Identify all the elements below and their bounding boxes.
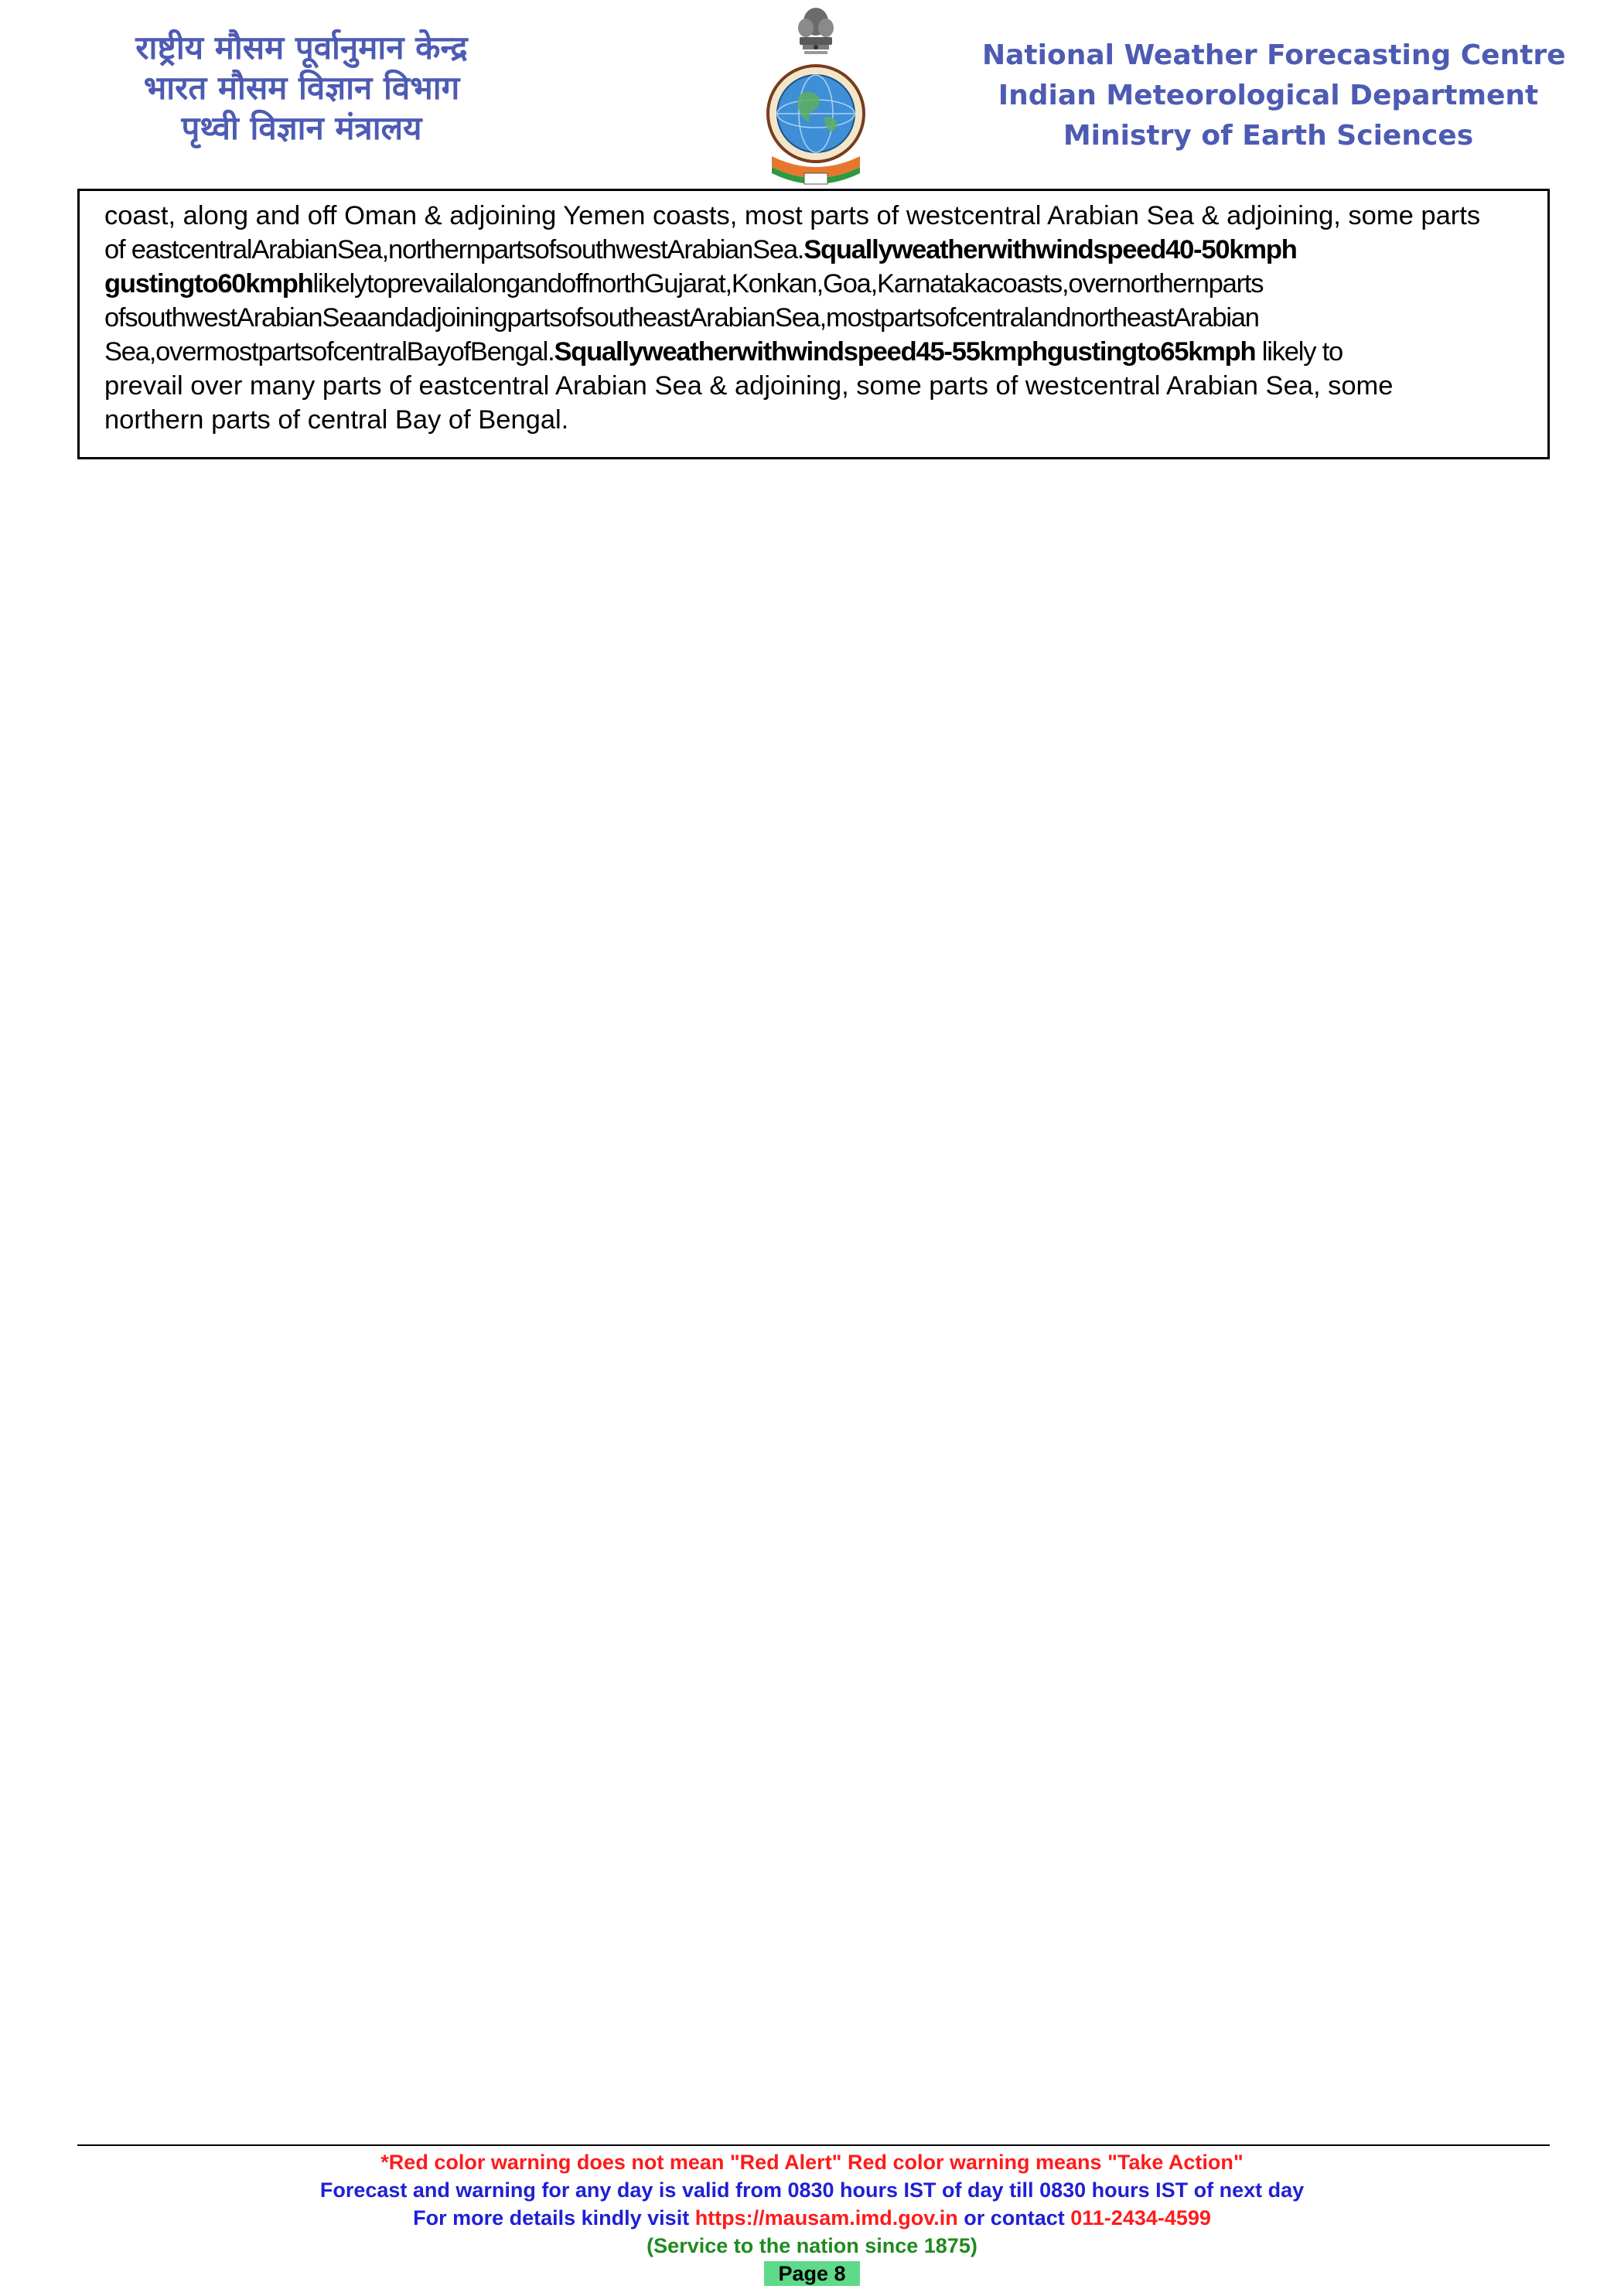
imd-emblem-icon	[758, 2, 874, 186]
hindi-line-1: राष्ट्रीय मौसम पूर्वानुमान केन्द्र	[135, 29, 468, 67]
contact-prefix: For more details kindly visit	[413, 2206, 695, 2229]
hindi-line-2: भारत मौसम विज्ञान विभाग	[143, 69, 460, 107]
page-number-badge: Page 8	[764, 2261, 859, 2286]
bulletin-text: of eastcentralArabianSea,northernpartsofsouthwestArabianSea.	[104, 235, 804, 264]
contact-middle: or contact	[957, 2206, 1071, 2229]
squally-warning-40-50: Squallyweatherwithwindspeed40-50kmph	[803, 235, 1297, 264]
english-line-3: Ministry of Earth Sciences	[1063, 120, 1474, 152]
bulletin-text: likely to	[1255, 337, 1343, 367]
globe-icon	[768, 66, 864, 162]
english-org-name	[982, 36, 1566, 156]
hindi-org-name	[85, 28, 518, 148]
contact-line	[0, 2204, 1624, 2232]
page-footer	[0, 2148, 1624, 2287]
bulletin-line	[104, 233, 1524, 267]
bulletin-text-box	[77, 189, 1550, 459]
footer-divider	[77, 2144, 1550, 2146]
squally-warning-gust-60: gustingto60kmph	[104, 269, 313, 299]
english-line-2: Indian Meteorological Department	[998, 80, 1539, 111]
bulletin-text: Sea,overmostpartsofcentralBayofBengal.	[104, 337, 554, 367]
red-warning-note: *Red color warning does not mean "Red Alert" Red color warning means "Take Action"	[380, 2151, 1244, 2174]
bulletin-line: northern parts of central Bay of Bengal.	[104, 405, 569, 435]
website-link[interactable]: https://mausam.imd.gov.in	[694, 2206, 958, 2229]
bulletin-line	[104, 335, 1524, 369]
service-note: (Service to the nation since 1875)	[647, 2234, 977, 2257]
bulletin-line: coast, along and off Oman & adjoining Yemen coasts, most parts of westcentral Arabian Sea & adjoining, some parts	[104, 201, 1481, 230]
contact-phone: 011-2434-4599	[1070, 2206, 1211, 2229]
bulletin-line: ofsouthwestArabianSeaandadjoiningpartsofsoutheastArabianSea,mostpartsofcentralandnortheastArabian	[104, 303, 1259, 333]
lion-capital-icon	[798, 8, 834, 54]
page-header	[0, 0, 1624, 189]
page-number-row	[0, 2260, 1624, 2287]
english-line-1: National Weather Forecasting Centre	[982, 39, 1566, 71]
bulletin-line: prevail over many parts of eastcentral Arabian Sea & adjoining, some parts of westcentral Arabian Sea, some	[104, 371, 1394, 401]
bulletin-text: likelytoprevailalongandoffnorthGujarat,Konkan,Goa,Karnatakacoasts,overnorthernparts	[312, 269, 1264, 299]
validity-note: Forecast and warning for any day is valid from 0830 hours IST of day till 0830 hours IST of next day	[319, 2178, 1305, 2202]
bulletin-line	[104, 267, 1524, 301]
hindi-line-3: पृथ्वी विज्ञान मंत्रालय	[181, 109, 422, 147]
squally-warning-45-55: Squallyweatherwithwindspeed45-55kmphgustingto65kmph	[554, 337, 1256, 367]
